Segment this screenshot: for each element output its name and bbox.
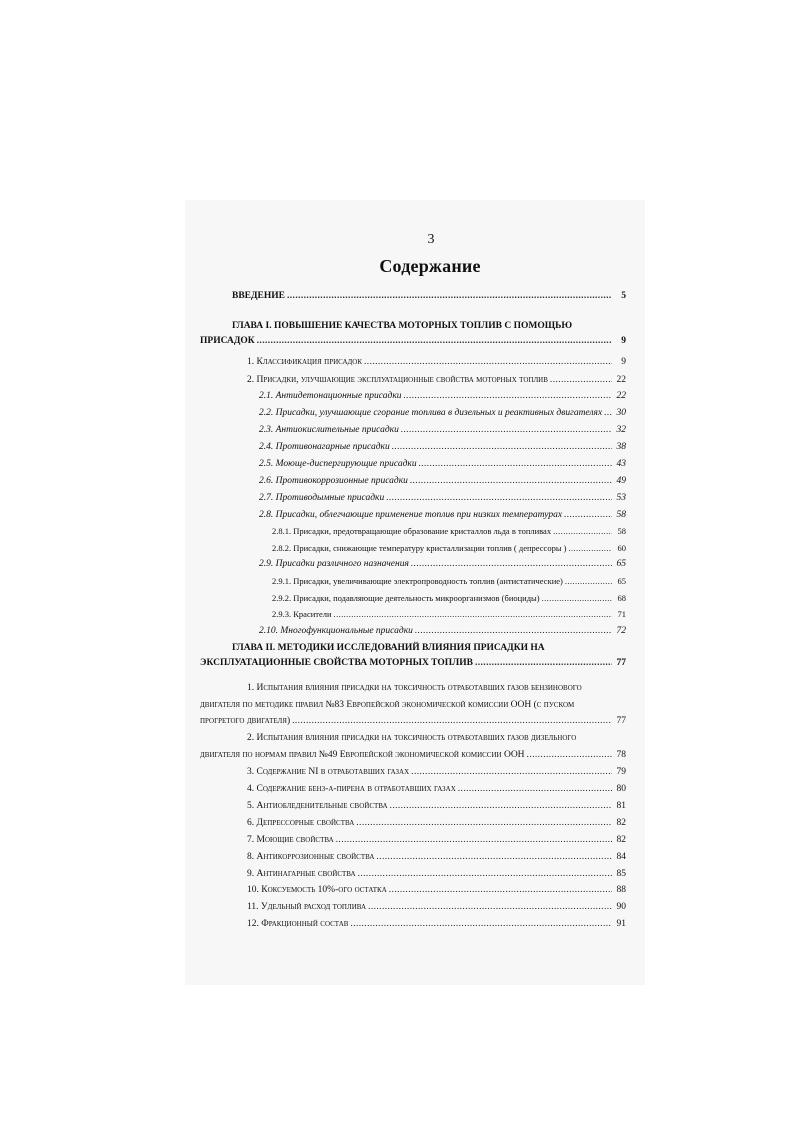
page-title: Содержание xyxy=(379,256,481,276)
toc-entry[interactable]: 2.1. Антидетонационные присадки ..... 22 xyxy=(259,390,626,402)
toc-entry-line[interactable]: 2. Испытания влияния присадки на токсичность отработавших газов дизельного xyxy=(247,733,577,743)
page-number: 3 xyxy=(427,232,435,247)
toc-entry[interactable]: 2.9. Присадки различного назначения ..... 65 xyxy=(259,558,626,570)
toc-entry[interactable]: 2.5. Моюще-диспергирующие присадки ..... 43 xyxy=(259,458,626,470)
toc-entry[interactable]: 7. Моющие свойства ..... 82 xyxy=(247,834,626,846)
toc-entry[interactable]: 2.2. Присадки, улучшающие сгорание топлива в дизельных и реактивных двигателях ..... 30 xyxy=(259,407,626,419)
toc-entry[interactable]: 5. Антиобледенительные свойства ..... 81 xyxy=(247,800,626,812)
toc-chapter2-line1[interactable]: ГЛАВА II. МЕТОДИКИ ИССЛЕДОВАНИЙ ВЛИЯНИЯ ПРИСАДКИ НА xyxy=(232,643,545,653)
toc-entry[interactable]: 2.3. Антиокислительные присадки ..... 32 xyxy=(259,424,626,436)
toc-entry[interactable]: 2.4. Противонагарные присадки ..... 38 xyxy=(259,441,626,453)
toc-entry[interactable]: 2. Присадки, улучшающие эксплуатационные свойства моторных топлив ..... 22 xyxy=(247,374,626,386)
toc-entry[interactable]: 2.9.3. Красители ..... 71 xyxy=(272,608,626,620)
toc-entry[interactable]: двигателя по нормам правил №49 Европейской экономической комиссии ООН ..... 78 xyxy=(200,749,626,761)
toc-entry[interactable]: 2.9.1. Присадки, увеличивающие электропроводность топлив (антистатические) ..... 65 xyxy=(272,575,626,587)
toc-entry[interactable]: 1. Классификация присадок ..... 9 xyxy=(247,356,626,368)
toc-entry-intro[interactable]: ВВЕДЕНИЕ ..... 5 xyxy=(232,290,626,302)
toc-entry-chapter2[interactable]: ЭКСПЛУАТАЦИОННЫЕ СВОЙСТВА МОТОРНЫХ ТОПЛИВ ..... 77 xyxy=(200,657,626,669)
toc-entry[interactable]: 9. Антинагарные свойства ..... 85 xyxy=(247,868,626,880)
toc-entry[interactable]: 2.8.1. Присадки, предотвращающие образование кристаллов льда в топливах ..... 58 xyxy=(272,525,626,537)
toc-entry[interactable]: 2.8.2. Присадки, снижающие температуру кристаллизации топлив ( депрессоры ) ..... 60 xyxy=(272,542,626,554)
leader-dots xyxy=(257,335,612,347)
toc-entry[interactable]: 2.7. Противодымные присадки ..... 53 xyxy=(259,492,626,504)
toc-entry[interactable]: прогретого двигателя) ..... 77 xyxy=(200,715,626,727)
toc-entry-line[interactable]: 1. Испытания влияния присадки на токсичность отработавших газов бензинового xyxy=(247,683,582,693)
toc-entry[interactable]: 8. Антикоррозионные свойства ..... 84 xyxy=(247,851,626,863)
toc-entry[interactable]: 10. Коксуемость 10%-ого остатка ..... 88 xyxy=(247,884,626,896)
leader-dots xyxy=(475,657,612,669)
toc-entry[interactable]: 6. Депрессорные свойства ..... 82 xyxy=(247,817,626,829)
leader-dots xyxy=(287,290,612,302)
toc-entry[interactable]: 4. Содержание бенз-α-пирена в отработавших газах ..... 80 xyxy=(247,783,626,795)
toc-entry-chapter1[interactable]: ПРИСАДОК ..... 9 xyxy=(200,335,626,347)
toc-entry[interactable]: 11. Удельный расход топлива ..... 90 xyxy=(247,901,626,913)
toc-entry[interactable]: 2.8. Присадки, облегчающие применение топлив при низких температурах ..... 58 xyxy=(259,509,626,521)
toc-entry[interactable]: 2.6. Противокоррозионные присадки ..... 49 xyxy=(259,475,626,487)
toc-entry[interactable]: 12. Фракционный состав ..... 91 xyxy=(247,918,626,930)
toc-entry[interactable]: 2.9.2. Присадки, подавляющие деятельность микроорганизмов (биоциды) ..... 68 xyxy=(272,592,626,604)
toc-entry-line[interactable]: двигателя по методике правил №83 Европейской экономической комиссии ООН (с пуском xyxy=(200,700,575,710)
toc-entry[interactable]: 3. Содержание NI в отработавших газах ..... 79 xyxy=(247,766,626,778)
toc-entry[interactable]: 2.10. Многофункциональные присадки ..... 72 xyxy=(259,625,626,637)
toc-chapter1-line1[interactable]: ГЛАВА I. ПОВЫШЕНИЕ КАЧЕСТВА МОТОРНЫХ ТОПЛИВ С ПОМОЩЬЮ xyxy=(232,321,573,331)
